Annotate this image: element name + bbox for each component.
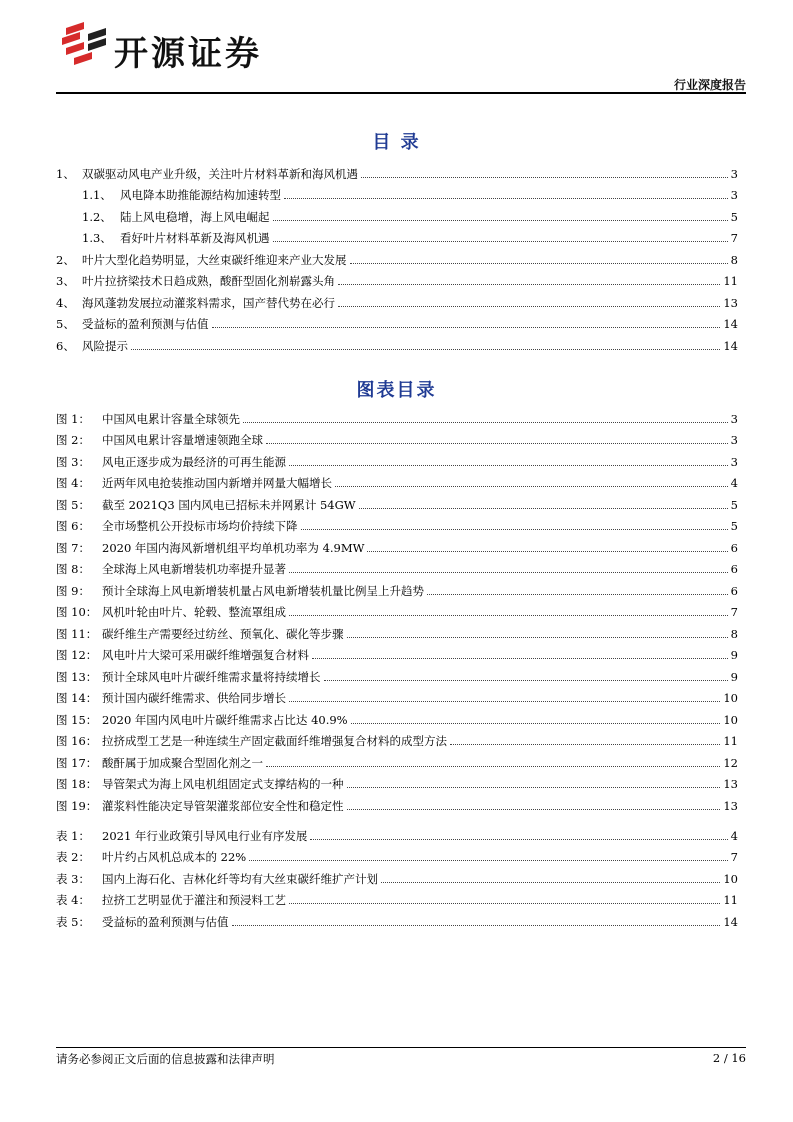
toc-item[interactable] (56, 225, 738, 247)
dot-leader (310, 838, 727, 840)
table-title: 叶片约占风机总成本的 22% (102, 850, 247, 864)
figure-number: 图 12： (56, 648, 98, 662)
figure-number: 图 6： (56, 519, 90, 533)
toc-item-number: 2、 (56, 252, 75, 267)
dot-leader (350, 262, 728, 264)
toc-item[interactable] (56, 246, 738, 268)
figure-page: 3 (730, 433, 738, 447)
dot-leader (335, 485, 728, 487)
figure-page: 10 (723, 691, 738, 705)
figure-item[interactable] (56, 534, 738, 556)
table-title: 受益标的盈利预测与估值 (102, 914, 229, 929)
toc-item[interactable] (56, 203, 738, 225)
dot-leader (273, 240, 728, 242)
figure-page: 5 (730, 497, 738, 512)
table-title: 2021 年行业政策引导风电行业有序发展 (102, 828, 308, 843)
toc-item-title: 风电降本助推能源结构加速转型 (120, 188, 281, 202)
figure-page: 9 (730, 648, 738, 662)
figure-page: 13 (723, 777, 738, 791)
toc-list (56, 160, 738, 354)
figure-item[interactable] (56, 513, 738, 535)
figure-item[interactable] (56, 663, 738, 685)
table-number: 表 2： (56, 850, 90, 864)
figure-page: 3 (730, 454, 738, 469)
toc-item-number: 5、 (56, 317, 75, 331)
toc-item[interactable] (56, 332, 738, 354)
dot-leader (266, 765, 720, 767)
dot-leader (273, 219, 728, 221)
figure-title: 近两年风电抢装推动国内新增并网量大幅增长 (102, 476, 332, 490)
toc-item[interactable] (56, 289, 738, 311)
figure-number: 图 18： (56, 777, 98, 791)
figure-title: 导管架式为海上风电机组固定式支撑结构的一种 (102, 777, 344, 791)
figure-page: 4 (730, 476, 738, 490)
dot-leader (131, 348, 720, 350)
toc-item-number: 1、 (56, 166, 75, 181)
table-list (56, 822, 738, 930)
figure-number: 图 7： (56, 540, 90, 555)
toc-item-page: 3 (730, 166, 738, 181)
toc-item[interactable] (56, 160, 738, 182)
toc-item-number: 4、 (56, 295, 75, 310)
figure-page: 12 (723, 755, 738, 770)
footer-divider (56, 1047, 746, 1048)
dot-leader (289, 571, 728, 573)
figure-title: 2020 年国内海风新增机组平均单机功率为 4.9MW (102, 540, 365, 555)
figure-title: 风电叶片大梁可采用碳纤维增强复合材料 (102, 648, 309, 662)
dot-leader (266, 442, 728, 444)
figure-title: 预计全球风电叶片碳纤维需求量将持续增长 (102, 669, 321, 684)
figure-item[interactable] (56, 771, 738, 793)
figure-title: 全球海上风电新增装机功率提升显著 (102, 562, 286, 576)
dot-leader (338, 305, 720, 307)
dot-leader (289, 700, 720, 702)
figure-item[interactable] (56, 427, 738, 449)
figure-title: 酸酐属于加成聚合型固化剂之一 (102, 755, 263, 770)
toc-item[interactable] (56, 182, 738, 204)
figure-number: 图 1： (56, 411, 90, 426)
figure-item[interactable] (56, 448, 738, 470)
toc-item-page: 11 (723, 274, 738, 288)
toc-item-page: 14 (723, 317, 738, 331)
figure-title: 中国风电累计容量全球领先 (102, 411, 240, 426)
table-number: 表 3： (56, 871, 90, 886)
dot-leader (381, 881, 720, 883)
table-item[interactable] (56, 865, 738, 887)
figure-page: 6 (730, 583, 738, 598)
figure-title: 碳纤维生产需要经过纺丝、预氧化、碳化等步骤 (102, 626, 344, 641)
figure-item[interactable] (56, 728, 738, 750)
figure-item[interactable] (56, 706, 738, 728)
figure-number: 图 4： (56, 476, 90, 490)
figure-item[interactable] (56, 620, 738, 642)
header-divider (56, 92, 746, 94)
toc-item-title: 叶片大型化趋势明显，大丝束碳纤维迎来产业大发展 (82, 252, 347, 267)
figure-page: 6 (730, 562, 738, 576)
figure-number: 图 13： (56, 669, 98, 684)
figure-item[interactable] (56, 642, 738, 664)
report-type-label: 行业深度报告 (673, 78, 746, 92)
toc-item[interactable] (56, 268, 738, 290)
figure-number: 图 10： (56, 605, 98, 619)
toc-item-number: 3、 (56, 274, 75, 288)
figure-title: 预计国内碳纤维需求、供给同步增长 (102, 691, 286, 705)
figure-item[interactable] (56, 577, 738, 599)
figure-number: 图 11： (56, 626, 98, 641)
table-page: 10 (723, 871, 738, 886)
toc-title: 目 录 (372, 132, 421, 153)
dot-leader (243, 421, 728, 423)
toc-item-page: 13 (723, 295, 738, 310)
toc-item-number: 1.3、 (82, 231, 112, 245)
table-title: 国内上海石化、吉林化纤等均有大丝束碳纤维扩产计划 (102, 871, 378, 886)
dot-leader (289, 614, 728, 616)
figure-number: 图 3： (56, 454, 90, 469)
figure-title: 拉挤成型工艺是一种连续生产固定截面纤维增强复合材料的成型方法 (102, 734, 447, 748)
figure-item[interactable] (56, 749, 738, 771)
dot-leader (347, 636, 728, 638)
table-item[interactable] (56, 844, 738, 866)
figure-page: 13 (723, 798, 738, 813)
figure-number: 图 2： (56, 433, 90, 447)
figure-item[interactable] (56, 556, 738, 578)
dot-leader (359, 507, 728, 509)
table-number: 表 5： (56, 914, 90, 929)
toc-item-number: 1.2、 (82, 209, 112, 224)
dot-leader (427, 593, 728, 595)
figure-title: 预计全球海上风电新增装机量占风电新增装机量比例呈上升趋势 (102, 583, 424, 598)
figure-item[interactable] (56, 491, 738, 513)
dot-leader (284, 197, 728, 199)
toc-item-title: 风险提示 (82, 338, 128, 353)
toc-item-title: 海风蓬勃发展拉动灌浆料需求，国产替代势在必行 (82, 295, 335, 310)
dot-leader (249, 859, 727, 861)
figures-title: 图表目录 (356, 380, 437, 401)
figure-list (56, 405, 738, 814)
dot-leader (289, 464, 728, 466)
dot-leader (312, 657, 728, 659)
dot-leader (289, 902, 720, 904)
figure-number: 图 16： (56, 734, 98, 748)
toc-item-number: 6、 (56, 338, 75, 353)
dot-leader (450, 743, 720, 745)
toc-item-page: 14 (723, 338, 738, 353)
table-item[interactable] (56, 822, 738, 844)
figure-title: 中国风电累计容量增速领跑全球 (102, 433, 263, 447)
toc-item-page: 5 (730, 209, 738, 224)
dot-leader (347, 786, 721, 788)
logo-text: 开源证券 (114, 34, 262, 74)
toc-item-title: 受益标的盈利预测与估值 (82, 317, 209, 331)
figure-page: 8 (730, 626, 738, 641)
figure-item[interactable] (56, 405, 738, 427)
dot-leader (347, 808, 721, 810)
figure-page: 6 (730, 540, 738, 555)
dot-leader (232, 924, 721, 926)
figure-item[interactable] (56, 792, 738, 814)
figure-title: 风机叶轮由叶片、轮毂、整流罩组成 (102, 605, 286, 619)
toc-item-title: 看好叶片材料革新及海风机遇 (120, 231, 270, 245)
page-indicator: 2 / 16 (712, 1051, 746, 1065)
figure-page: 7 (730, 605, 738, 619)
figure-number: 图 14： (56, 691, 98, 705)
figure-number: 图 9： (56, 583, 90, 598)
table-item[interactable] (56, 908, 738, 930)
toc-item-title: 陆上风电稳增，海上风电崛起 (120, 209, 270, 224)
dot-leader (367, 550, 727, 552)
table-title: 拉挤工艺明显优于灌注和预浸料工艺 (102, 893, 286, 907)
toc-item-title: 双碳驱动风电产业升级，关注叶片材料革新和海风机遇 (82, 166, 358, 181)
figure-page: 10 (723, 712, 738, 727)
table-item[interactable] (56, 887, 738, 909)
toc-item[interactable] (56, 311, 738, 333)
figure-page: 11 (723, 734, 738, 748)
figure-title: 全市场整机公开投标市场均价持续下降 (102, 519, 298, 533)
table-page: 7 (730, 850, 738, 864)
figure-number: 图 17： (56, 755, 98, 770)
dot-leader (361, 176, 728, 178)
table-number: 表 1： (56, 828, 90, 843)
dot-leader (324, 679, 728, 681)
table-page: 11 (723, 893, 738, 907)
table-page: 14 (723, 914, 738, 929)
figure-title: 2020 年国内风电叶片碳纤维需求占比达 40.9% (102, 712, 348, 727)
figure-title: 灌浆料性能决定导管架灌浆部位安全性和稳定性 (102, 798, 344, 813)
figure-item[interactable] (56, 470, 738, 492)
dot-leader (212, 326, 721, 328)
figure-number: 图 19： (56, 798, 98, 813)
dot-leader (301, 528, 728, 530)
figure-item[interactable] (56, 685, 738, 707)
figure-item[interactable] (56, 599, 738, 621)
toc-item-page: 8 (730, 252, 738, 267)
logo-mark-icon (62, 22, 108, 70)
table-page: 4 (730, 828, 738, 843)
figure-title: 风电正逐步成为最经济的可再生能源 (102, 454, 286, 469)
dot-leader (338, 283, 720, 285)
figure-page: 3 (730, 411, 738, 426)
toc-item-page: 3 (730, 188, 738, 202)
figure-number: 图 5： (56, 497, 90, 512)
table-number: 表 4： (56, 893, 90, 907)
figure-number: 图 8： (56, 562, 90, 576)
toc-item-number: 1.1、 (82, 188, 112, 202)
toc-item-page: 7 (730, 231, 738, 245)
footer-disclaimer: 请务必参阅正文后面的信息披露和法律声明 (56, 1052, 275, 1066)
dot-leader (351, 722, 721, 724)
figure-title: 截至 2021Q3 国内风电已招标未并网累计 54GW (102, 497, 356, 512)
figure-page: 5 (730, 519, 738, 533)
figure-page: 9 (730, 669, 738, 684)
toc-item-title: 叶片拉挤梁技术日趋成熟，酸酐型固化剂崭露头角 (82, 274, 335, 288)
figure-number: 图 15： (56, 712, 98, 727)
